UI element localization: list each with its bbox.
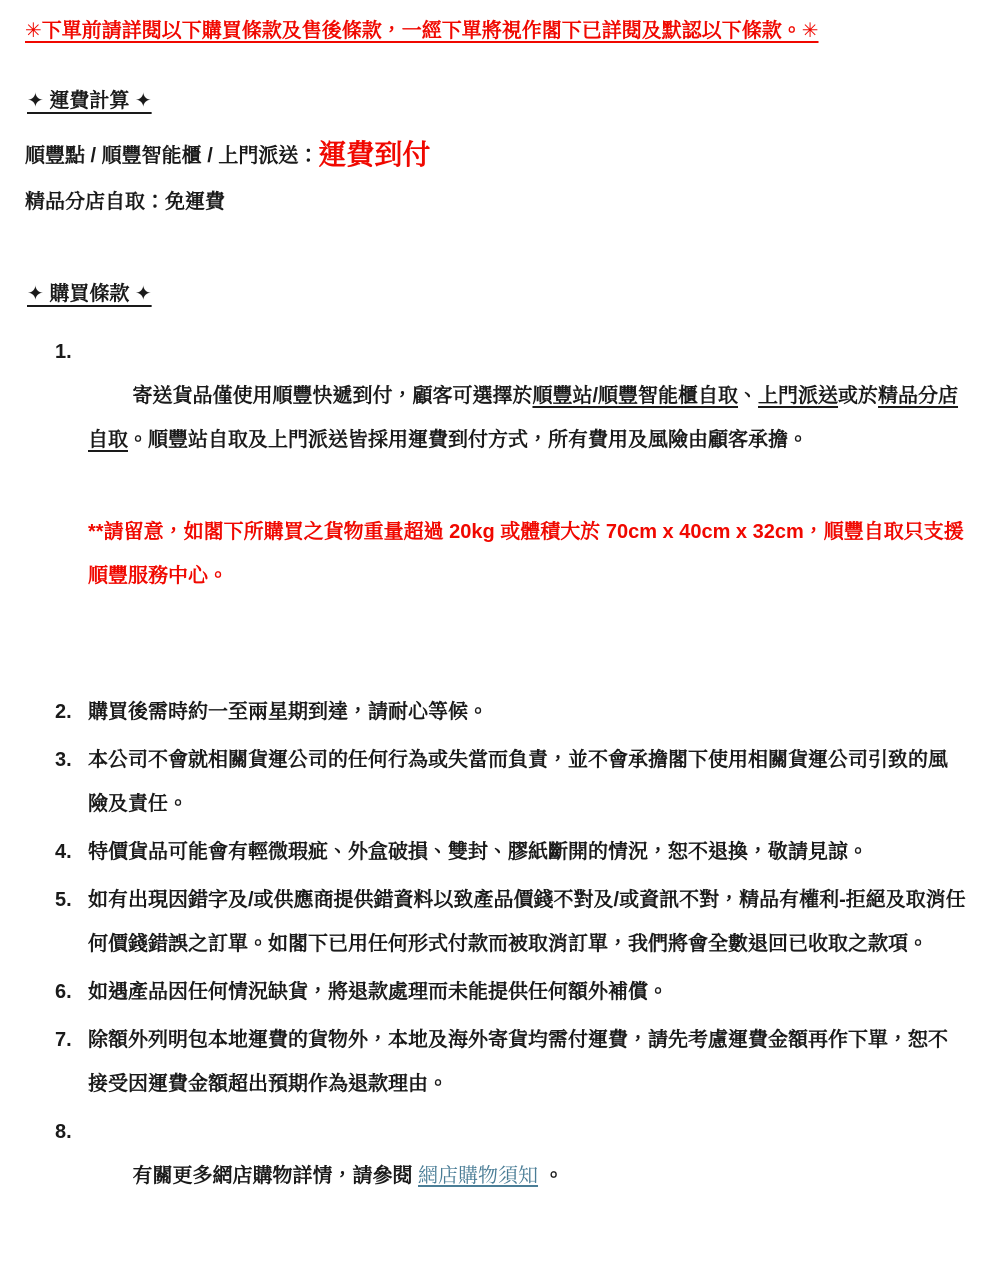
term-item-5 bbox=[25, 878, 967, 966]
term-text: 如有出現因錯字及/或供應商提供錯資料以致產品價錢不對及/或資訊不對，精品有權利-拒絕及取消任何價錢錯誤之訂單。如閣下已用任何形式付款而被取消訂單，我們將會全數退回已收取之款項。 bbox=[88, 889, 966, 955]
term-number: 5. bbox=[55, 889, 72, 911]
store-shopping-guide-link[interactable]: 網店購物須知 bbox=[418, 1165, 539, 1187]
term-number: 1. bbox=[55, 341, 72, 363]
term-item-4 bbox=[25, 830, 967, 874]
term-item-8 bbox=[25, 1110, 967, 1242]
term-8-segment: 。 bbox=[538, 1165, 564, 1187]
term-number: 2. bbox=[55, 701, 72, 723]
term-1-segment: 或於 bbox=[838, 385, 879, 407]
term-number: 8. bbox=[55, 1121, 72, 1143]
term-item-6 bbox=[25, 970, 967, 1014]
term-item-3 bbox=[25, 738, 967, 826]
shipping-section-heading: ✦ 運費計算 ✦ bbox=[27, 90, 152, 112]
shipping-methods-label: 順豐點 / 順豐智能櫃 / 上門派送： bbox=[25, 145, 319, 167]
weight-limit-note: **請留意，如閣下所購買之貨物重量超過 20kg 或體積大於 70cm x 40cm x 32cm，順豐自取只支援順豐服務中心。 bbox=[88, 521, 964, 587]
term-number: 6. bbox=[55, 981, 72, 1003]
sf-station-pickup-emphasis: 順豐站/順豐智能櫃自取 bbox=[532, 385, 739, 407]
term-item-7 bbox=[25, 1018, 967, 1106]
purchase-terms-list bbox=[25, 330, 967, 1242]
pre-order-notice: ✳下單前請詳閱以下購買條款及售後條款，一經下單將視作閣下已詳閱及默認以下條款。✳ bbox=[25, 20, 819, 42]
term-1-segment: 寄送貨品僅使用順豐快遞到付，顧客可選擇於 bbox=[132, 385, 533, 407]
term-text: 特價貨品可能會有輕微瑕疵、外盒破損、雙封、膠紙斷開的情況，恕不退換，敬請見諒。 bbox=[88, 841, 868, 863]
term-text: 購買後需時約一至兩星期到達，請耐心等候。 bbox=[88, 701, 488, 723]
store-pickup-line: 精品分店自取：免運費 bbox=[25, 191, 225, 213]
shipping-section bbox=[25, 88, 967, 114]
cod-fee-highlight: 運費到付 bbox=[318, 139, 431, 170]
term-text: 本公司不會就相關貨運公司的任何行為或失當而負責，並不會承擔閣下使用相關貨運公司引致的風險及責任。 bbox=[88, 749, 948, 815]
term-number: 4. bbox=[55, 841, 72, 863]
term-number: 7. bbox=[55, 1029, 72, 1051]
term-text bbox=[88, 1110, 967, 1242]
term-text: 如遇產品因任何情況缺貨，將退款處理而未能提供任何額外補償。 bbox=[88, 981, 668, 1003]
term-text: 除額外列明包本地運費的貨物外，本地及海外寄貨均需付運費，請先考慮運費金額再作下單，恕不接受因運費金額超出預期作為退款理由。 bbox=[88, 1029, 948, 1095]
term-8-segment: 有關更多網店購物詳情，請參閱 bbox=[132, 1165, 419, 1187]
purchase-terms-heading: ✦ 購買條款 ✦ bbox=[27, 283, 152, 305]
door-delivery-emphasis: 上門派送 bbox=[758, 385, 839, 407]
term-number: 3. bbox=[55, 749, 72, 771]
term-text bbox=[88, 330, 967, 686]
shipping-methods-line bbox=[25, 139, 967, 172]
term-1-segment: 。順豐站自取及上門派送皆採用運費到付方式，所有費用及風險由顧客承擔。 bbox=[128, 429, 808, 451]
term-item-1 bbox=[25, 330, 967, 686]
purchase-terms-section bbox=[25, 281, 967, 307]
term-1-segment: 、 bbox=[738, 385, 759, 407]
term-item-2 bbox=[25, 690, 967, 734]
store-pickup-emphasis: 精品分店自取 bbox=[88, 385, 959, 451]
